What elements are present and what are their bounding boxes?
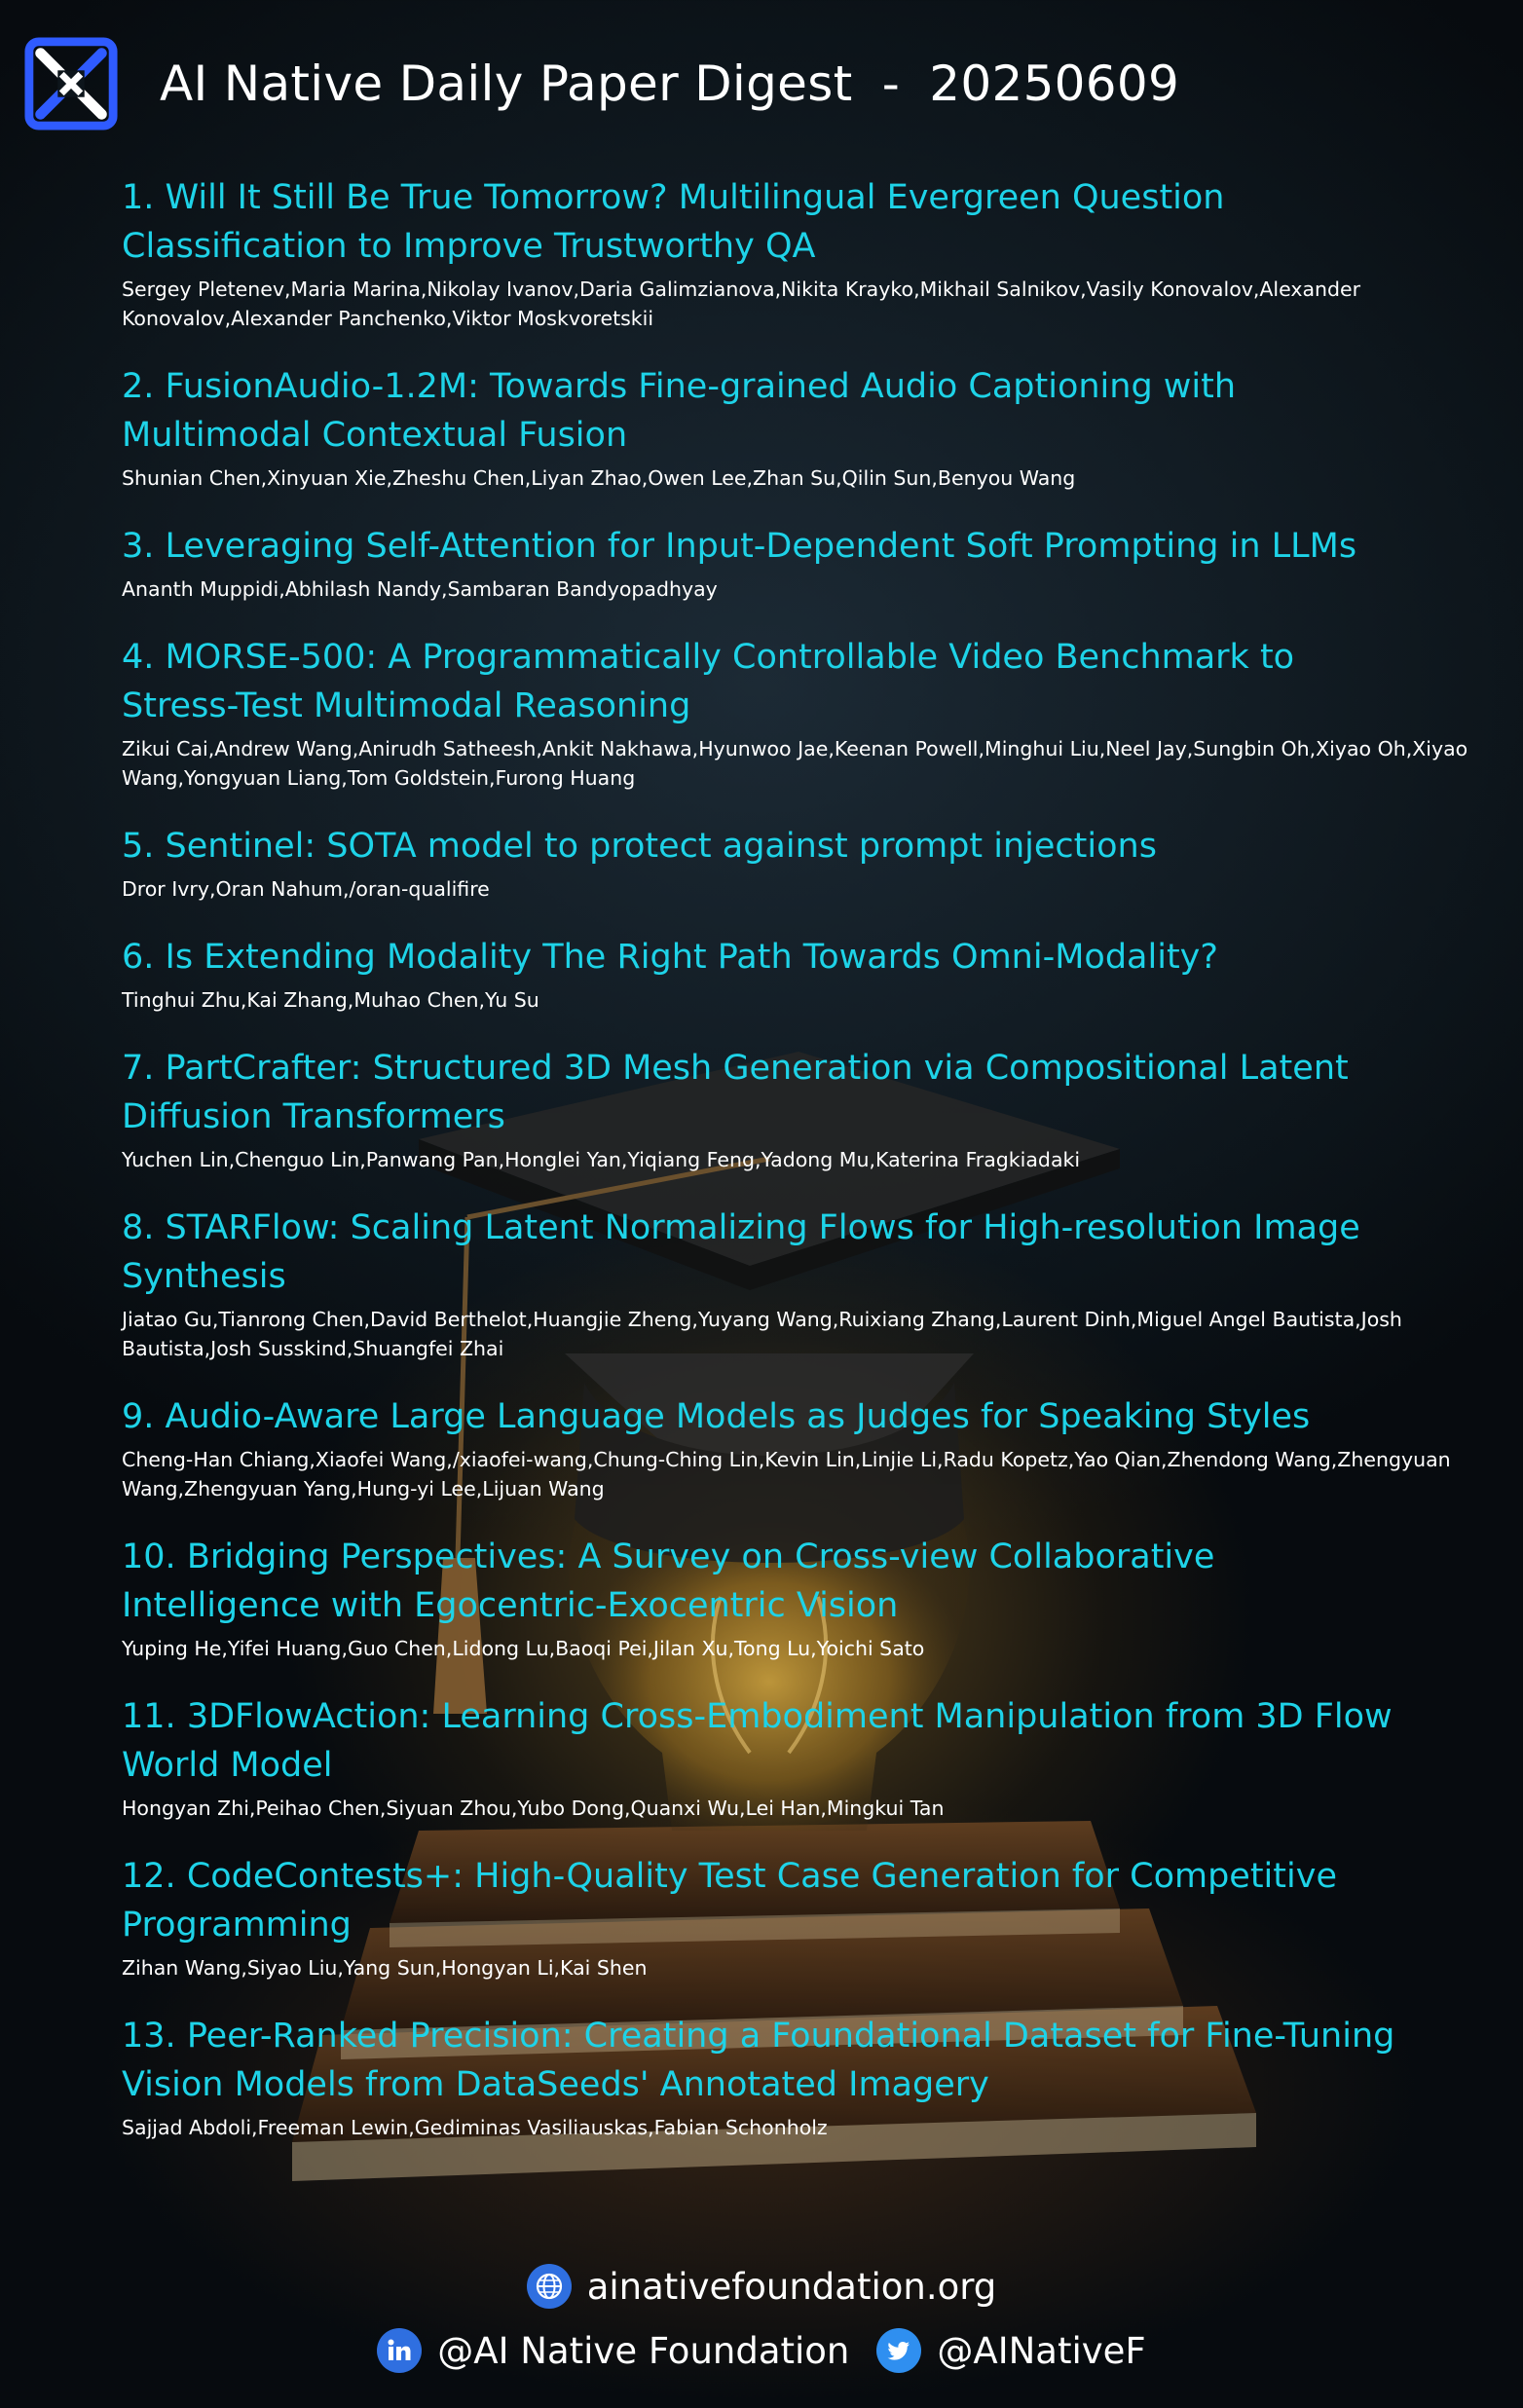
paper-title-link[interactable]: 3. Leveraging Self-Attention for Input-Dependent Soft Prompting in LLMs — [122, 527, 1357, 566]
website-link[interactable]: ainativefoundation.org — [586, 2265, 997, 2308]
paper-title-link[interactable]: 4. MORSE-500: A Programmatically Controllable Video Benchmark to Stress-Test Multimodal Reasoning — [122, 638, 1295, 725]
page-title — [160, 56, 1179, 112]
paper-authors: Hongyan Zhi,Peihao Chen,Siyuan Zhou,Yubo Dong,Quanxi Wu,Lei Han,Mingkui Tan — [122, 1797, 945, 1820]
paper-title-link[interactable]: 5. Sentinel: SOTA model to protect against prompt injections — [122, 827, 1157, 866]
globe-icon — [527, 2264, 572, 2309]
paper-authors: Tinghui Zhu,Kai Zhang,Muhao Chen,Yu Su — [122, 988, 539, 1012]
paper-item — [122, 522, 1514, 604]
paper-title-link[interactable]: 2. FusionAudio-1.2M: Towards Fine-grained Audio Captioning with Multimodal Contextual Fusion — [122, 367, 1237, 455]
twitter-icon[interactable] — [876, 2328, 921, 2373]
paper-item — [122, 933, 1514, 1015]
paper-title-link[interactable]: 1. Will It Still Be True Tomorrow? Multilingual Evergreen Question Classification to Improve Trustworthy QA — [122, 178, 1225, 266]
paper-title-link[interactable]: 8. STARFlow: Scaling Latent Normalizing Flows for High-resolution Image Synthesis — [122, 1208, 1360, 1296]
paper-authors: Jiatao Gu,Tianrong Chen,David Berthelot,Huangjie Zheng,Yuyang Wang,Ruixiang Zhang,Laurent Dinh,Miguel Angel Bautista,Josh Bautista,Josh Susskind,Shuangfei Zhai — [122, 1308, 1402, 1360]
paper-title-link[interactable]: 7. PartCrafter: Structured 3D Mesh Generation via Compositional Latent Diffusion Transformers — [122, 1049, 1349, 1136]
paper-authors: Zikui Cai,Andrew Wang,Anirudh Satheesh,Ankit Nakhawa,Hyunwoo Jae,Keenan Powell,Minghui Liu,Neel Jay,Sungbin Oh,Xiyao Oh,Xiyao Wang,Yongyuan Liang,Tom Goldstein,Furong Huang — [122, 737, 1468, 790]
paper-item — [122, 173, 1514, 333]
paper-authors: Sajjad Abdoli,Freeman Lewin,Gediminas Vasiliauskas,Fabian Schonholz — [122, 2116, 828, 2139]
title-text: AI Native Daily Paper Digest — [160, 56, 853, 112]
footer — [0, 2254, 1523, 2383]
paper-item — [122, 1204, 1514, 1363]
paper-authors: Zihan Wang,Siyao Liu,Yang Sun,Hongyan Li,Kai Shen — [122, 1956, 648, 1980]
paper-title-link[interactable]: 12. CodeContests+: High-Quality Test Case Generation for Competitive Programming — [122, 1857, 1337, 1945]
ai-native-logo-icon — [23, 36, 119, 131]
twitter-handle[interactable]: @AINativeF — [937, 2329, 1146, 2372]
linkedin-icon[interactable] — [377, 2328, 422, 2373]
paper-item — [122, 1044, 1514, 1174]
website-row — [0, 2254, 1523, 2318]
paper-authors: Sergey Pletenev,Maria Marina,Nikolay Ivanov,Daria Galimzianova,Nikita Krayko,Mikhail Salnikov,Vasily Konovalov,Alexander Konovalov,Alexander Panchenko,Viktor Moskvoretskii — [122, 278, 1361, 330]
paper-title-link[interactable]: 6. Is Extending Modality The Right Path Towards Omni-Modality? — [122, 938, 1218, 977]
paper-authors: Yuping He,Yifei Huang,Guo Chen,Lidong Lu,Baoqi Pei,Jilan Xu,Tong Lu,Yoichi Sato — [122, 1637, 925, 1660]
paper-item — [122, 2012, 1514, 2142]
paper-item — [122, 1852, 1514, 1982]
paper-authors: Dror Ivry,Oran Nahum,/oran-qualifire — [122, 877, 490, 901]
paper-item — [122, 822, 1514, 904]
title-separator: - — [881, 56, 901, 112]
paper-authors: Yuchen Lin,Chenguo Lin,Panwang Pan,Honglei Yan,Yiqiang Feng,Yadong Mu,Katerina Fragkiadaki — [122, 1148, 1081, 1171]
paper-title-link[interactable]: 9. Audio-Aware Large Language Models as Judges for Speaking Styles — [122, 1397, 1311, 1436]
paper-title-link[interactable]: 11. 3DFlowAction: Learning Cross-Embodiment Manipulation from 3D Flow World Model — [122, 1697, 1393, 1785]
paper-title-link[interactable]: 13. Peer-Ranked Precision: Creating a Foundational Dataset for Fine-Tuning Vision Models from DataSeeds' Annotated Imagery — [122, 2017, 1395, 2104]
paper-authors: Cheng-Han Chiang,Xiaofei Wang,/xiaofei-wang,Chung-Ching Lin,Kevin Lin,Linjie Li,Radu Kopetz,Yao Qian,Zhendong Wang,Zhengyuan Wang,Zhengyuan Yang,Hung-yi Lee,Lijuan Wang — [122, 1448, 1451, 1500]
linkedin-handle[interactable]: @AI Native Foundation — [437, 2329, 850, 2372]
paper-item — [122, 1692, 1514, 1823]
paper-authors: Shunian Chen,Xinyuan Xie,Zheshu Chen,Liyan Zhao,Owen Lee,Zhan Su,Qilin Sun,Benyou Wang — [122, 466, 1076, 490]
paper-title-link[interactable]: 10. Bridging Perspectives: A Survey on Cross-view Collaborative Intelligence with Egocentric-Exocentric Vision — [122, 1537, 1215, 1625]
paper-item — [122, 362, 1514, 493]
header — [23, 35, 1179, 132]
social-row — [0, 2318, 1523, 2383]
paper-item — [122, 1392, 1514, 1503]
paper-list — [122, 173, 1514, 2171]
paper-authors: Ananth Muppidi,Abhilash Nandy,Sambaran Bandyopadhyay — [122, 577, 718, 601]
paper-item — [122, 1533, 1514, 1663]
paper-item — [122, 633, 1514, 793]
title-date: 20250609 — [929, 56, 1180, 112]
